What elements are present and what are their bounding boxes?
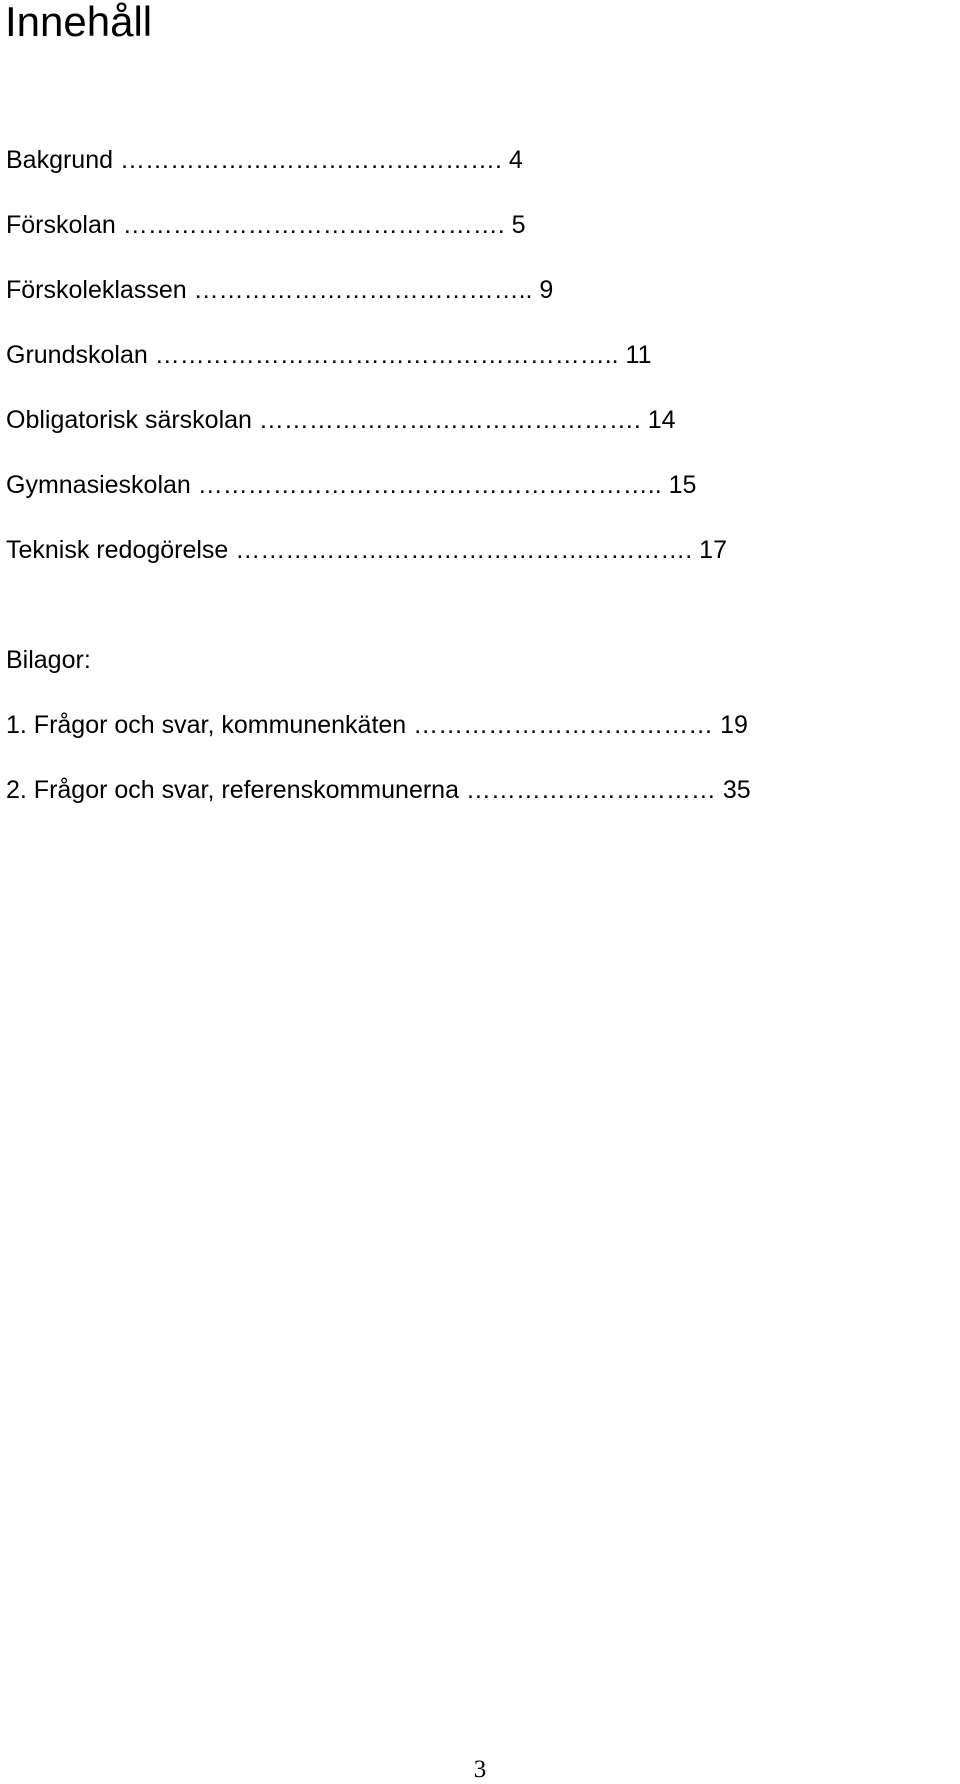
toc-entry-grundskolan: Grundskolan ……………………………………………….. 11: [6, 341, 652, 369]
toc-entry-bakgrund: Bakgrund ………………………………………. 4: [6, 146, 523, 174]
appendix-entry-referenskommunerna: 2. Frågor och svar, referenskommunerna ………………………… 35: [6, 776, 751, 804]
toc-entry-teknisk-redogorelse: Teknisk redogörelse ………………………………………………. 17: [6, 536, 727, 564]
toc-entry-forskolan: Förskolan ………………………………………. 5: [6, 211, 526, 239]
toc-entry-gymnasieskolan: Gymnasieskolan ……………………………………………….. 15: [6, 471, 697, 499]
appendix-entry-kommunenkaten: 1. Frågor och svar, kommunenkäten ……………………………… 19: [6, 711, 748, 739]
toc-entry-obligatorisk-sarskolan: Obligatorisk särskolan ………………………………………. 14: [6, 406, 676, 434]
page-number: 3: [473, 1756, 487, 1783]
toc-entry-forskoleklassen: Förskoleklassen ………………………………….. 9: [6, 276, 554, 304]
page-title: Innehåll: [5, 0, 153, 45]
appendix-heading: Bilagor:: [6, 646, 91, 674]
